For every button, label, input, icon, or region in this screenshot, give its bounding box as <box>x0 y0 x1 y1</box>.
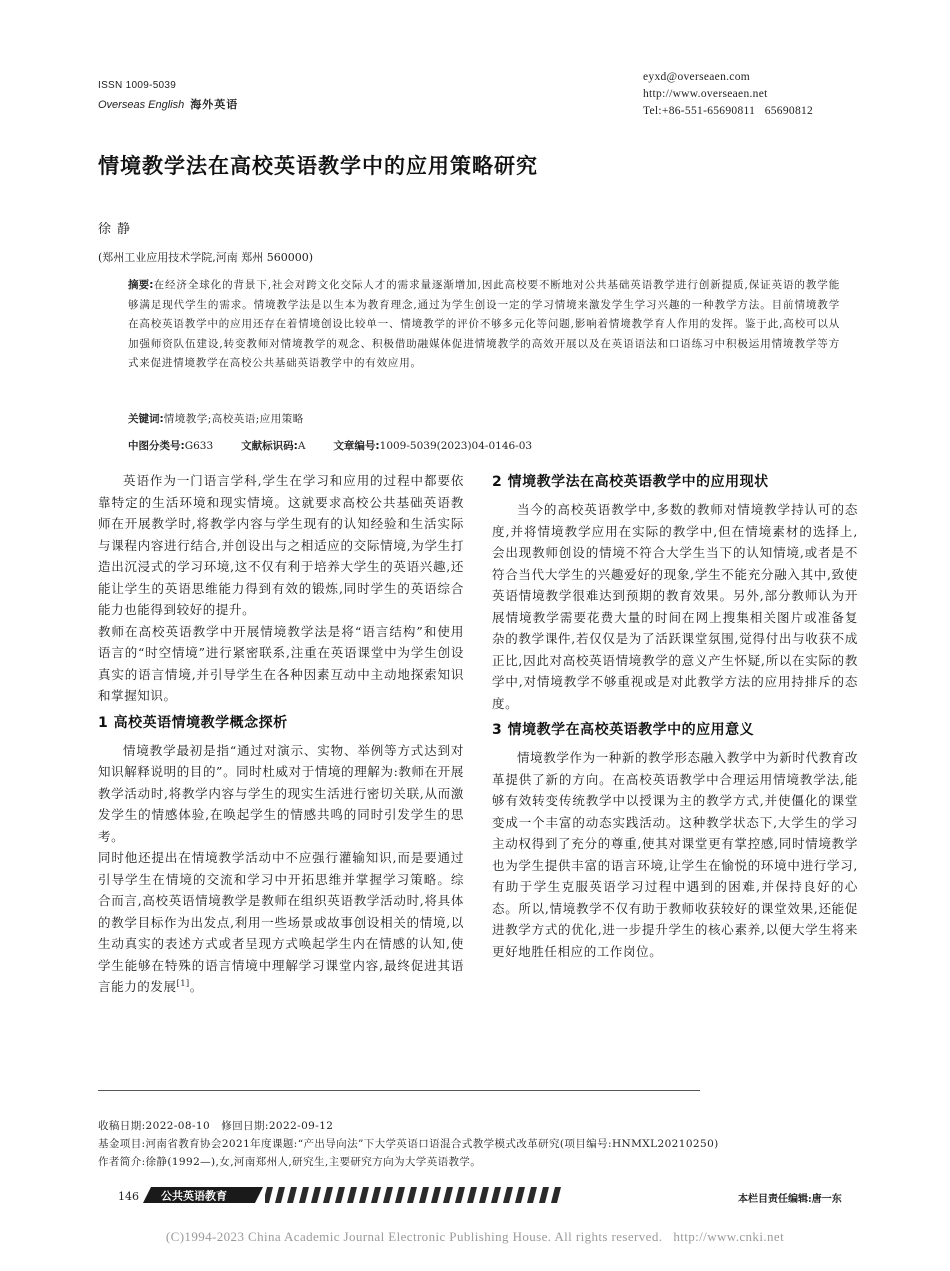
author: 徐静 <box>98 222 137 237</box>
column-editor: 本栏目责任编辑:唐一东 <box>738 1194 842 1205</box>
section-1-paragraph-2-text: 同时他还提出在情境教学活动中不应强行灌输知识,而是要通过引导学生在情境的交流和学习中开拓思维并掌握学习策略。综合而言,高校英语情境教学是教师在组织英语教学活动时,将具体的教学目标作为出发点,利用一些场景或故事创设相关的情境,以生动真实的表述方式或者呈现方式唤起学生内在情感的认知,使学生能够在特殊的语言情境中理解学习课堂内容,最终促进其语言能力的发展 <box>98 850 464 994</box>
classification-line <box>128 438 532 453</box>
section-1-paragraph-2-end: 。 <box>189 979 203 994</box>
clc-value: G633 <box>184 440 214 452</box>
section-banner-text: 公共英语教育 <box>161 1189 227 1203</box>
contact-website: http://www.overseaen.net <box>643 88 768 100</box>
footnotes <box>98 1117 719 1171</box>
article-number-value: 1009-5039(2023)04-0146-03 <box>379 440 533 452</box>
body-column-left <box>98 470 464 998</box>
contact-email: eyxd@overseaen.com <box>643 71 750 83</box>
section-3-heading: 3 情境教学在高校英语教学中的应用意义 <box>492 722 755 738</box>
contact-info <box>643 69 813 120</box>
paper-title: 情境教学法在高校英语教学中的应用策略研究 <box>98 154 538 178</box>
section-banner <box>143 1187 563 1203</box>
keywords-label: 关键词: <box>128 413 164 425</box>
intro-paragraph: 英语作为一门语言学科,学生在学习和应用的过程中都要依靠特定的生活环境和现实情境。这就要求高校公共基础英语教师在开展教学时,将教学内容与学生现有的认知经验和生活实际与课程内容进行结合,并创设出与之相适应的交际情境,为学生打造出沉浸式的学习环境,这不仅有利于培养大学生的英语兴趣,还能让学生的英语思维能力得到有效的锻炼,同时学生的英语综合能力也能得到较好的提升。 <box>98 473 464 617</box>
banner-stripes <box>265 1187 563 1203</box>
section-1-paragraph-1: 情境教学最初是指“通过对演示、实物、举例等方式达到对知识解释说明的目的”。同时杜威对于情境的理解为:教师在开展教学活动时,将教学内容与学生的现实生活进行密切关联,从而激发学生的情感体验,在唤起学生的情感共鸣的同时引发学生的思考。 <box>98 742 464 844</box>
copyright-notice: (C)1994-2023 China Academic Journal Electronic Publishing House. All rights reserved. http://www.cnki.net <box>165 1229 785 1244</box>
page-number: 146 <box>118 1190 139 1203</box>
issn: ISSN 1009-5039 <box>98 80 177 91</box>
footnote-divider <box>98 1090 700 1091</box>
journal-name-en: Overseas English <box>98 99 185 111</box>
doc-code-value: A <box>297 440 306 452</box>
section-2-heading: 2 情境教学法在高校英语教学中的应用现状 <box>492 474 769 490</box>
received-date: 收稿日期:2022-08-10 修回日期:2022-09-12 <box>98 1120 334 1132</box>
section-1-paragraph-2 <box>98 847 464 998</box>
contact-tel: Tel:+86-551-65690811 65690812 <box>643 105 814 117</box>
doc-code-label: 文献标识码: <box>241 440 298 452</box>
keywords-text: 情境教学;高校英语;应用策略 <box>163 413 304 425</box>
article-number-label: 文章编号: <box>333 440 380 452</box>
affiliation: (郑州工业应用技术学院,河南 郑州 560000) <box>98 251 314 264</box>
section-3-paragraph: 情境教学作为一种新的教学形态融入教学中为新时代教育改革提供了新的方向。在高校英语教学中合理运用情境教学法,能够有效转变传统教学中以授课为主的教学方式,并使僵化的课堂变成一个丰富的动态实践活动。这种教学状态下,大学生的学习主动权得到了充分的尊重,使其对课堂更有掌控感,同时情境教学也为学生提供丰富的语言环境,让学生在愉悦的环境中进行学习,有助于学生克服英语学习过程中遇到的困难,并保持良好的心态。所以,情境教学不仅有助于教师收获较好的课堂效果,还能促进教学方式的优化,进一步提升学生的核心素养,以便大学生将来更好地胜任相应的工作岗位。 <box>492 750 858 959</box>
section-1-heading: 1 高校英语情境教学概念探析 <box>98 714 288 731</box>
keywords <box>128 411 304 426</box>
abstract-text: 在经济全球化的背景下,社会对跨文化交际人才的需求量逐渐增加,因此高校要不断地对公共基础英语教学进行创新提质,保证英语的教学能够满足现代学生的需求。情境教学法是以生本为教育理念,通过为学生创设一定的学习情境来激发学生学习兴趣的一种教学方法。目前情境教学在高校英语教学中的应用还存在着情境创设比较单一、情境教学的评价不够多元化等问题,影响着情境教学育人作用的发挥。鉴于此,高校可以从加强师资队伍建设,转变教师对情境教学的观念、积极借助融媒体促进情境教学的高效开展以及在英语语法和口语练习中积极运用情境教学等方式来促进情境教学在高校公共基础英语教学中的有效应用。 <box>128 279 840 369</box>
abstract-label: 摘要: <box>128 279 154 291</box>
fund-project: 基金项目:河南省教育协会2021年度课题:“产出导向法”下大学英语口语混合式教学模式改革研究(项目编号:HNMXL20210250) <box>98 1138 719 1150</box>
body-column-right <box>492 470 858 962</box>
journal-name-cn: 海外英语 <box>190 99 239 111</box>
section-2-paragraph: 当今的高校英语教学中,多数的教师对情境教学持认可的态度,并将情境教学应用在实际的教学中,但在情境素材的选择上,会出现教师创设的情境不符合大学生当下的认知情境,或者是不符合当代大学生的兴趣爱好的现象,学生不能充分融入其中,致使英语情境教学很难达到预期的教育效果。另外,部分教师认为开展情境教学需要花费大量的时间在网上搜集相关图片或准备复杂的教学课件,若仅仅是为了活跃课堂氛围,觉得付出与收获不成正比,因此对高校英语情境教学的意义产生怀疑,所以在实际的教学中,对情境教学不够重视或是对此教学方法的应用持排斥的态度。 <box>492 502 858 711</box>
intro-paragraph-2: 教师在高校英语教学中开展情境教学法是将“语言结构”和使用语言的“时空情境”进行紧密联系,注重在英语课堂中为学生创设真实的语言情境,并引导学生在各种因素互动中主动地探索知识和掌握知识。 <box>98 623 464 703</box>
author-bio: 作者简介:徐静(1992—),女,河南郑州人,研究生,主要研究方向为大学英语教学。 <box>98 1156 482 1168</box>
clc-label: 中图分类号: <box>128 440 185 452</box>
citation-ref: [1] <box>176 978 190 988</box>
abstract <box>128 276 840 374</box>
journal-name <box>98 96 238 112</box>
